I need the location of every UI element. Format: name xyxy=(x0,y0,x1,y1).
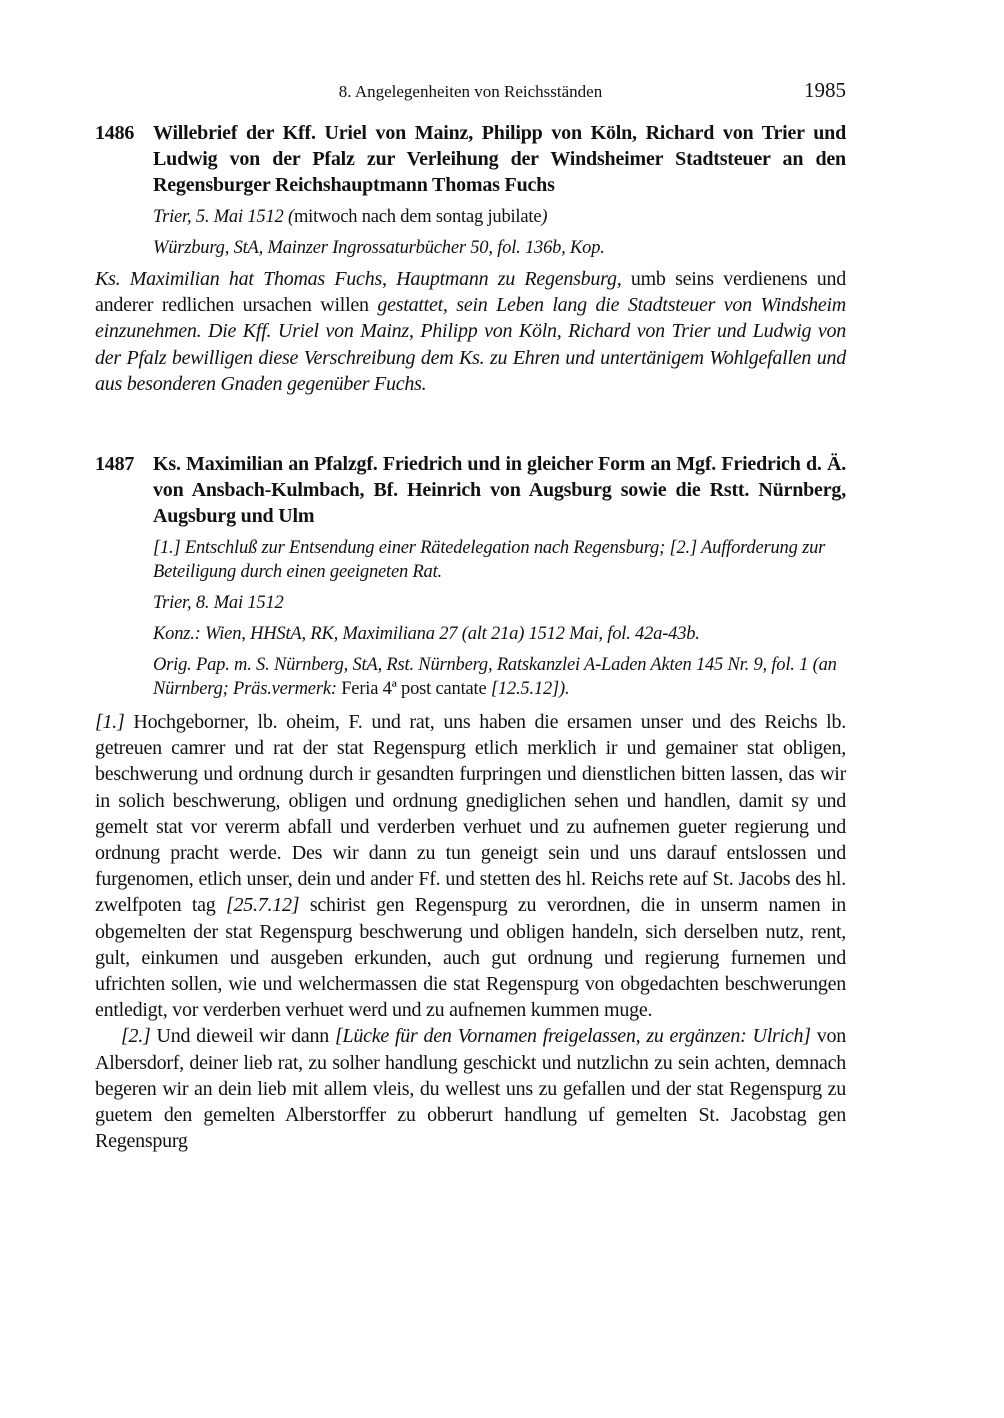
entry-meta xyxy=(95,205,846,260)
body-paragraph xyxy=(95,266,846,397)
text-segment: [25.7.12] xyxy=(226,894,310,917)
text-segment: Trier, 5. Mai 1512 ( xyxy=(153,207,294,227)
entry-title: Willebrief der Kff. Uriel von Mainz, Philipp von Köln, Richard von Trier und Ludwig von der Pfalz zur Verleihung der Windsheimer Stadtsteuer an den Regensburger Reichshauptmann Thomas Fuchs xyxy=(153,122,846,196)
text-segment: Ks. Maximilian hat Thomas Fuchs, Hauptmann zu Regensburg, xyxy=(95,268,631,290)
page-number: 1985 xyxy=(804,78,846,102)
text-segment: Und dieweil wir dann xyxy=(156,1025,335,1048)
text-segment: Trier, 8. Mai 1512 xyxy=(153,593,284,614)
body-paragraph xyxy=(95,709,846,1023)
entry-1486 xyxy=(95,120,846,397)
text-segment: von Albersdorf, deiner lieb rat, zu solher handlung geschickt und nutzlichn zu sein achten, demnach begeren wir an dein lieb mit allem vleis, du wellest uns zu gefallen und der stat Regenspurg zu guetem den gemelten Alberstorffer zu obberurt handlung uf gemelten St. Jacobstag gen Regenspurg xyxy=(95,1025,846,1153)
body-paragraph xyxy=(95,1023,846,1154)
entry-meta xyxy=(95,536,846,701)
entry-body xyxy=(95,266,846,397)
document-page xyxy=(95,78,846,1154)
text-segment: ) xyxy=(541,207,548,227)
text-segment: Orig. Pap. m. S. Nürnberg, StA, Rst. Nürnberg, Ratskanzlei A-Laden Akten 145 Nr. 9, fol. 1 (an Nürnberg; Präs.vermerk: xyxy=(153,655,837,700)
text-segment: [12.5.12]). xyxy=(490,679,570,700)
text-segment: gestattet, sein Leben lang die Stadtsteuer von Windsheim einzunehmen. Die Kff. Uriel von Mainz, Philipp von Köln, Richard von Trier und Ludwig von der Pfalz bewilligen diese Verschreibung dem Ks. zu Ehren und untertänigem Wohlgefallen und aus besonderen Gnaden gegenüber Fuchs. xyxy=(95,294,846,395)
text-segment: Konz.: Wien, HHStA, RK, Maximiliana 27 (alt 21a) 1512 Mai, fol. 42a-43b. xyxy=(153,624,700,645)
meta-line xyxy=(153,622,846,646)
text-segment: [Lücke für den Vornamen freigelassen, zu ergänzen: Ulrich] xyxy=(334,1025,817,1048)
text-segment: [1.] xyxy=(95,711,134,734)
entry-1487 xyxy=(95,451,846,1154)
text-segment: [1.] Entschluß zur Entsendung einer Rätedelegation nach Regensburg; [2.] Aufforderung zur Beteiligung durch einen geeigneten Rat. xyxy=(153,538,826,583)
entry-number: 1487 xyxy=(95,453,135,476)
entry-heading xyxy=(95,120,846,198)
entry-title: Ks. Maximilian an Pfalzgf. Friedrich und in gleicher Form an Mgf. Friedrich d. Ä. von Ansbach-Kulmbach, Bf. Heinrich von Augsburg sowie die Rstt. Nürnberg, Augsburg und Ulm xyxy=(153,453,846,528)
entry-number: 1486 xyxy=(95,122,135,144)
text-segment: schirist gen Regenspurg zu verordnen, die in unserm namen in obgemelten der stat Regenspurg beschwerung und obligen handeln, sich derselben nutz, rent, gult, einkumen und ausgeben erkunden, auch gut ordnung und regierung furnemen und ufrichten sollen, wie und welchermassen die stat Regenspurg von obgedachten beschwerungen entledigt, vor verderben verhuet werd und zu aufnemen kummen muge. xyxy=(95,894,846,1022)
text-segment: Würzburg, StA, Mainzer Ingrossaturbücher 50, fol. 136b, Kop. xyxy=(153,238,605,258)
text-segment: [2.] xyxy=(121,1025,157,1048)
meta-line xyxy=(153,236,846,260)
entry-body xyxy=(95,709,846,1154)
meta-line xyxy=(153,591,846,615)
running-header xyxy=(95,78,846,108)
running-title: 8. Angelegenheiten von Reichsständen xyxy=(338,82,603,101)
text-segment: mitwoch nach dem sontag jubilate xyxy=(293,207,542,227)
meta-line xyxy=(153,653,846,701)
text-segment: umb seins verdienens und anderer redlichen ursachen willen xyxy=(95,268,847,317)
meta-line xyxy=(153,536,846,584)
text-segment: Feria 4ª post cantate xyxy=(341,679,491,700)
entry-heading xyxy=(95,451,846,529)
meta-line xyxy=(153,205,846,229)
text-segment: Hochgeborner, lb. oheim, F. und rat, uns haben die ersamen unser und des Reichs lb. getreuen camrer und rat der stat Regenspurg etlich merklich ir und gemainer stat obligen, beschwerung und ordnung durch ir gesandten furpringen und dienstlichen bitten lassen, das wir in solich beschwerung, obligen und ordnung gnediglichen sehen und handlen, damit sy und gemelt stat vor vererm abfall und verderben verhuet und zu aufnemen gueter regierung und ordnung pracht werde. Des wir dann zu tun geneigt sein und uns darauf entslossen und furgenomen, etlich unser, dein und ander Ff. und stetten des hl. Reichs rete auf St. Jacobs des hl. zwelfpoten tag xyxy=(95,711,846,917)
